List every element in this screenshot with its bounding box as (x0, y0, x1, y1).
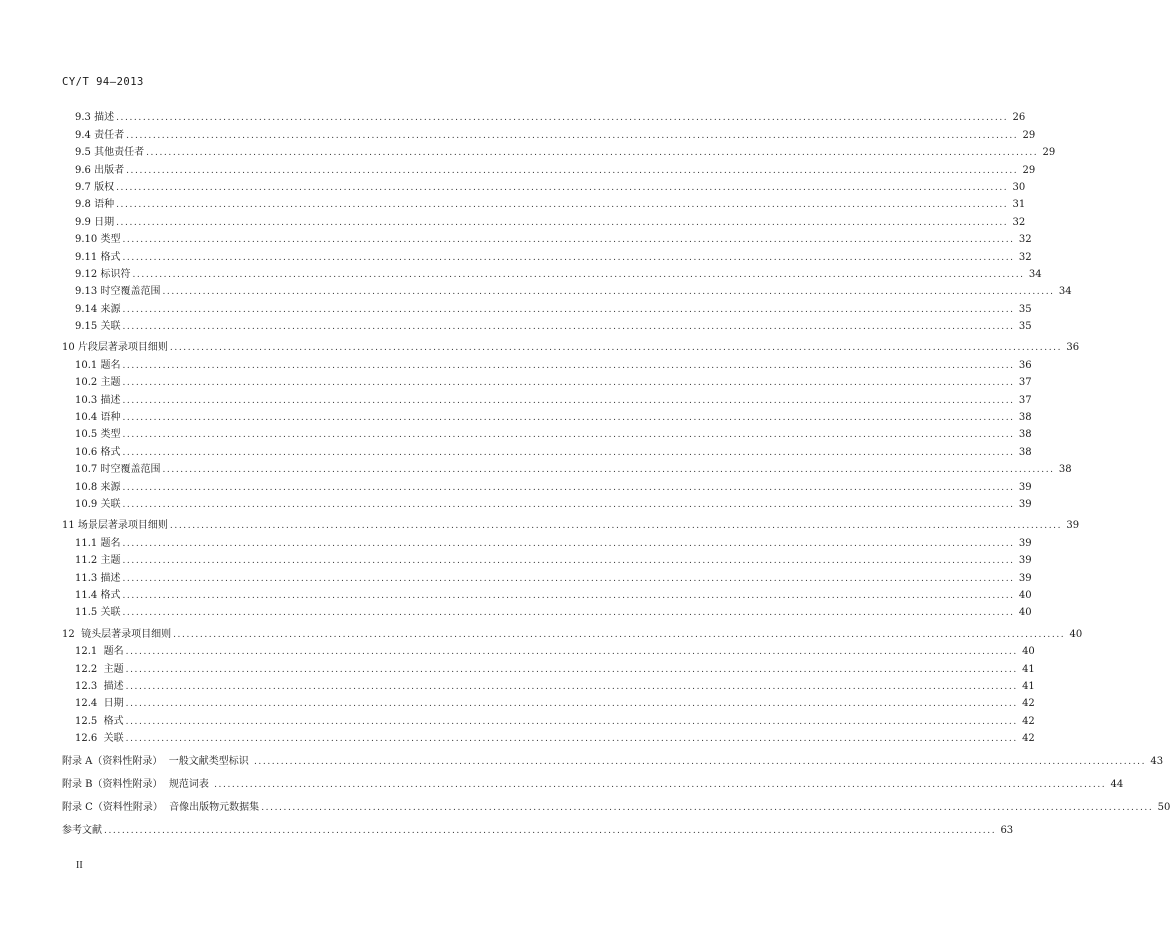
toc-entry[interactable] (62, 142, 1056, 159)
toc-entry[interactable] (62, 745, 1164, 768)
toc-dot-leader: ........................................................................................................................................................................................................ (162, 287, 1055, 298)
toc-entry-label: 10 片段层著录项目细则 (62, 342, 168, 354)
toc-dot-leader: ........................................................................................................................................................................................................ (125, 716, 1018, 727)
toc-entry-page: 37 (1018, 377, 1032, 389)
toc-dot-leader: ........................................................................................................................................................................................................ (116, 217, 1009, 228)
toc-entry[interactable] (62, 107, 1026, 124)
toc-entry-page: 42 (1022, 715, 1035, 727)
toc-dot-leader: ........................................................................................................................................................................................................ (122, 482, 1015, 493)
toc-entry[interactable] (62, 567, 1032, 584)
toc-entry-page: 39 (1018, 537, 1032, 549)
toc-entry-page: 39 (1018, 481, 1032, 493)
toc-dot-leader: ........................................................................................................................................................................................................ (253, 757, 1147, 768)
toc-entry[interactable] (62, 585, 1032, 602)
toc-entry-label: 9.13 时空覆盖范围 (75, 286, 161, 298)
toc-dot-leader: ........................................................................................................................................................................................................ (126, 165, 1019, 176)
toc-dot-leader: ........................................................................................................................................................................................................ (125, 647, 1018, 658)
toc-entry[interactable] (62, 494, 1032, 511)
toc-entry-page: 35 (1018, 321, 1032, 333)
toc-dot-leader: ........................................................................................................................................................................................................ (173, 629, 1066, 640)
toc-dot-leader: ........................................................................................................................................................................................................ (162, 465, 1055, 476)
toc-entry-label: 9.8 语种 (75, 199, 115, 211)
toc-dot-leader: ........................................................................................................................................................................................................ (116, 182, 1009, 193)
toc-dot-leader: ........................................................................................................................................................................................................ (125, 699, 1018, 710)
toc-dot-leader: ........................................................................................................................................................................................................ (125, 664, 1018, 675)
toc-entry[interactable] (62, 602, 1032, 619)
toc-entry[interactable] (62, 641, 1035, 658)
toc-entry-page: 29 (1022, 129, 1036, 141)
standard-code-header: CY/T 94—2013 (62, 76, 144, 88)
toc-entry-label: 12.1 题名 (75, 646, 124, 658)
toc-dot-leader: ........................................................................................................................................................................................................ (104, 826, 997, 837)
toc-entry-page: 32 (1018, 251, 1032, 263)
toc-entry-label: 参考文献 (62, 825, 102, 837)
toc-entry-page: 34 (1028, 268, 1042, 280)
toc-entry-page: 42 (1022, 698, 1035, 710)
toc-entry-label: 10.3 描述 (75, 394, 121, 406)
toc-entry[interactable] (62, 550, 1032, 567)
toc-dot-leader: ........................................................................................................................................................................................................ (122, 608, 1015, 619)
toc-dot-leader: ........................................................................................................................................................................................................ (146, 148, 1039, 159)
toc-entry-label: 9.14 来源 (75, 303, 121, 315)
toc-entry-page: 63 (1000, 825, 1014, 837)
toc-entry-page: 30 (1012, 181, 1026, 193)
toc-entry-label: 10.5 类型 (75, 429, 121, 441)
toc-entry-label: 12 镜头层著录项目细则 (62, 628, 172, 640)
toc-entry[interactable] (62, 177, 1026, 194)
toc-entry-page: 39 (1018, 555, 1032, 567)
toc-entry-label: 12.3 描述 (75, 680, 124, 692)
toc-dot-leader: ........................................................................................................................................................................................................ (122, 395, 1015, 406)
toc-entry[interactable] (62, 459, 1072, 476)
toc-entry-page: 29 (1042, 147, 1056, 159)
toc-dot-leader: ........................................................................................................................................................................................................ (122, 573, 1015, 584)
toc-entry[interactable] (62, 441, 1032, 458)
toc-entry-page: 40 (1069, 628, 1083, 640)
toc-entry-label: 9.6 出版者 (75, 164, 125, 176)
toc-entry[interactable] (62, 814, 1014, 837)
toc-dot-leader: ........................................................................................................................................................................................................ (116, 200, 1009, 211)
toc-entry-page: 35 (1018, 303, 1032, 315)
toc-entry[interactable] (62, 407, 1032, 424)
toc-entry-page: 31 (1012, 199, 1026, 211)
toc-entry-label: 10.8 来源 (75, 481, 121, 493)
page-number-footer: II (76, 860, 83, 871)
toc-entry[interactable] (62, 316, 1032, 333)
toc-dot-leader: ........................................................................................................................................................................................................ (116, 113, 1009, 124)
toc-entry-label: 11 场景层著录项目细则 (62, 520, 168, 532)
toc-entry-page: 50 (1157, 802, 1170, 814)
toc-dot-leader: ........................................................................................................................................................................................................ (125, 734, 1018, 745)
toc-entry-page: 38 (1018, 429, 1032, 441)
toc-entry-label: 10.7 时空覆盖范围 (75, 464, 161, 476)
toc-entry-label: 11.5 关联 (75, 607, 121, 619)
toc-entry-label: 9.15 关联 (75, 321, 121, 333)
toc-entry[interactable] (62, 354, 1032, 371)
toc-dot-leader: ........................................................................................................................................................................................................ (261, 803, 1154, 814)
toc-entry-page: 42 (1022, 733, 1035, 745)
toc-entry[interactable] (62, 389, 1032, 406)
toc-entry[interactable] (62, 159, 1036, 176)
toc-entry-page: 34 (1058, 286, 1072, 298)
toc-entry[interactable] (62, 229, 1032, 246)
toc-entry[interactable] (62, 623, 1083, 640)
toc-entry[interactable] (62, 246, 1032, 263)
toc-dot-leader: ........................................................................................................................................................................................................ (122, 430, 1015, 441)
toc-entry-page: 44 (1110, 779, 1124, 791)
toc-entry[interactable] (62, 194, 1026, 211)
toc-entry-label: 12.6 关联 (75, 733, 124, 745)
toc-entry-label: 12.4 日期 (75, 698, 124, 710)
toc-entry-page: 40 (1022, 646, 1035, 658)
toc-dot-leader: ........................................................................................................................................................................................................ (122, 447, 1015, 458)
toc-entry-page: 38 (1018, 446, 1032, 458)
toc-entry-label: 11.1 题名 (75, 537, 121, 549)
toc-entry-page: 32 (1018, 234, 1032, 246)
toc-dot-leader: ........................................................................................................................................................................................................ (122, 378, 1015, 389)
toc-entry-label: 12.2 主题 (75, 663, 124, 675)
toc-entry-label: 11.2 主题 (75, 555, 121, 567)
toc-dot-leader: ........................................................................................................................................................................................................ (132, 269, 1025, 280)
toc-entry-label: 10.6 格式 (75, 446, 121, 458)
toc-entry-label: 11.3 描述 (75, 572, 121, 584)
toc-entry-page: 41 (1022, 680, 1035, 692)
toc-entry[interactable] (62, 710, 1035, 727)
toc-entry-page: 36 (1066, 342, 1080, 354)
toc-entry-label: 9.11 格式 (75, 251, 121, 263)
toc-entry[interactable] (62, 728, 1035, 745)
toc-entry-label: 附录 C（资料性附录） 音像出版物元数据集 (62, 802, 260, 814)
toc-entry[interactable] (62, 372, 1032, 389)
toc-entry[interactable] (62, 124, 1036, 141)
toc-entry-page: 37 (1018, 394, 1032, 406)
toc-dot-leader: ........................................................................................................................................................................................................ (122, 590, 1015, 601)
toc-entry-label: 9.3 描述 (75, 112, 115, 124)
toc-dot-leader: ........................................................................................................................................................................................................ (122, 322, 1015, 333)
toc-entry-label: 10.9 关联 (75, 498, 121, 510)
toc-dot-leader: ........................................................................................................................................................................................................ (122, 360, 1015, 371)
toc-entry-label: 10.2 主题 (75, 377, 121, 389)
toc-entry[interactable] (62, 337, 1080, 354)
toc-entry[interactable] (62, 676, 1035, 693)
toc-entry[interactable] (62, 658, 1035, 675)
toc-entry-page: 36 (1018, 359, 1032, 371)
toc-dot-leader: ........................................................................................................................................................................................................ (122, 304, 1015, 315)
toc-dot-leader: ........................................................................................................................................................................................................ (122, 413, 1015, 424)
toc-entry-label: 12.5 格式 (75, 715, 124, 727)
toc-entry-page: 40 (1018, 607, 1032, 619)
toc-entry-label: 附录 A（资料性附录） 一般文献类型标识 (62, 756, 252, 768)
toc-entry-label: 9.9 日期 (75, 216, 115, 228)
toc-entry-page: 26 (1012, 112, 1026, 124)
toc-entry-label: 11.4 格式 (75, 589, 121, 601)
toc-entry[interactable] (62, 791, 1170, 814)
toc-entry[interactable] (62, 211, 1026, 228)
toc-entry-label: 10.1 题名 (75, 359, 121, 371)
toc-entry-label: 10.4 语种 (75, 412, 121, 424)
toc-dot-leader: ........................................................................................................................................................................................................ (122, 235, 1015, 246)
toc-entry[interactable] (62, 264, 1042, 281)
toc-entry-label: 9.7 版权 (75, 181, 115, 193)
toc-entry[interactable] (62, 424, 1032, 441)
toc-entry[interactable] (62, 298, 1032, 315)
toc-entry-page: 40 (1018, 589, 1032, 601)
toc-dot-leader: ........................................................................................................................................................................................................ (122, 556, 1015, 567)
toc-entry-page: 39 (1066, 520, 1080, 532)
toc-dot-leader: ........................................................................................................................................................................................................ (122, 252, 1015, 263)
toc-dot-leader: ........................................................................................................................................................................................................ (214, 780, 1107, 791)
toc-entry-page: 38 (1058, 464, 1072, 476)
toc-entry-page: 29 (1022, 164, 1036, 176)
toc-entry-page: 41 (1022, 663, 1035, 675)
toc-entry-page: 43 (1150, 756, 1164, 768)
toc-entry-page: 32 (1012, 216, 1026, 228)
toc-entry-page: 38 (1018, 412, 1032, 424)
toc-entry-label: 9.10 类型 (75, 234, 121, 246)
toc-entry[interactable] (62, 281, 1072, 298)
toc-entry-page: 39 (1018, 498, 1032, 510)
toc-entry[interactable] (62, 768, 1124, 791)
toc-dot-leader: ........................................................................................................................................................................................................ (126, 130, 1019, 141)
toc-entry[interactable] (62, 693, 1035, 710)
toc-dot-leader: ........................................................................................................................................................................................................ (169, 521, 1063, 532)
toc-entry-label: 9.5 其他责任者 (75, 147, 145, 159)
toc-entry-page: 39 (1018, 572, 1032, 584)
toc-entry[interactable] (62, 515, 1080, 532)
toc-entry[interactable] (62, 476, 1032, 493)
toc-dot-leader: ........................................................................................................................................................................................................ (169, 343, 1063, 354)
table-of-contents (62, 107, 1170, 837)
toc-dot-leader: ........................................................................................................................................................................................................ (122, 538, 1015, 549)
toc-entry-label: 9.12 标识符 (75, 268, 131, 280)
toc-entry[interactable] (62, 532, 1032, 549)
toc-entry-label: 附录 B（资料性附录） 规范词表 (62, 779, 213, 791)
toc-dot-leader: ........................................................................................................................................................................................................ (125, 681, 1018, 692)
toc-dot-leader: ........................................................................................................................................................................................................ (122, 499, 1015, 510)
toc-entry-label: 9.4 责任者 (75, 129, 125, 141)
